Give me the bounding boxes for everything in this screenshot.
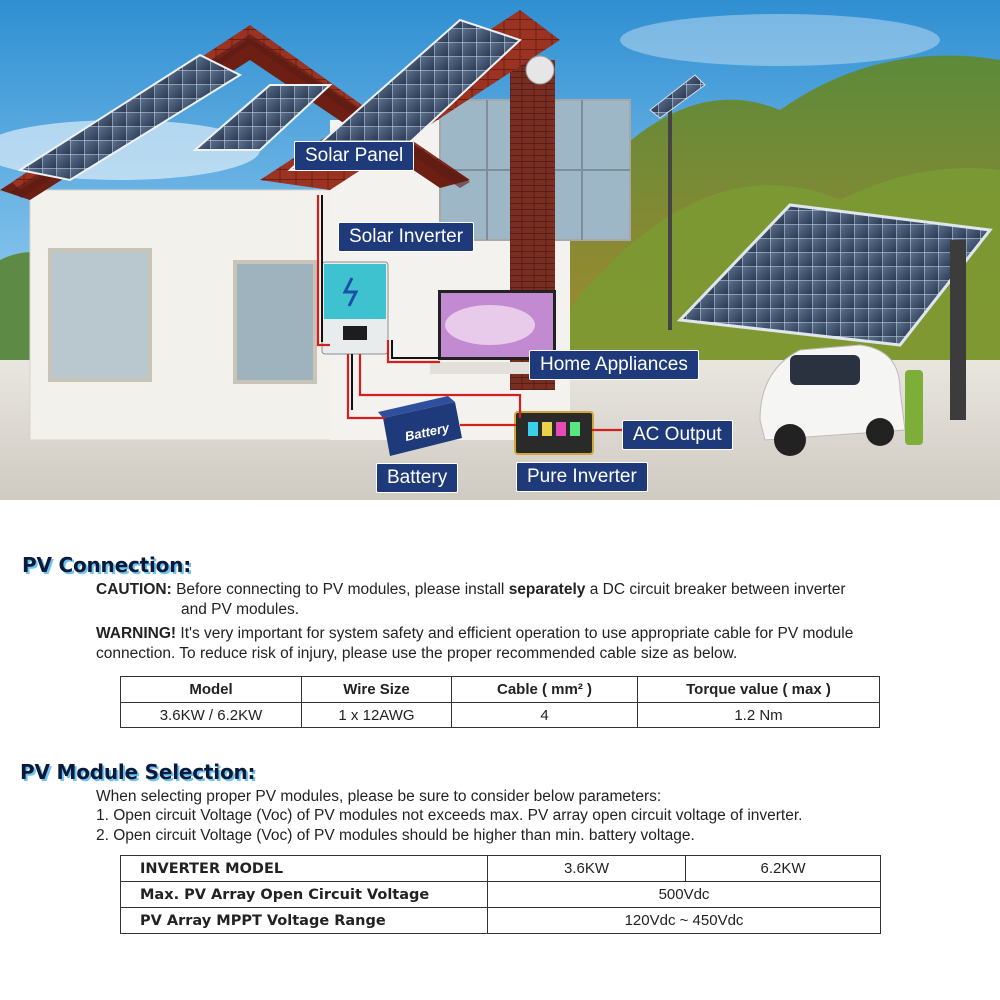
warning-paragraph xyxy=(96,624,936,644)
caution-bold: separately xyxy=(508,581,586,598)
caution-text-2: a DC circuit breaker between inverter xyxy=(589,581,846,598)
pv-module-intro: When selecting proper PV modules, please be sure to consider below parameters: xyxy=(96,788,662,805)
inverter-model-label: INVERTER MODEL xyxy=(121,856,488,882)
pv-cable-table xyxy=(120,676,880,728)
pv-module-item-1: 1. Open circuit Voltage (Voc) of PV modules not exceeds max. PV array open circuit voltage of inverter. xyxy=(96,807,803,824)
table-row xyxy=(121,856,881,882)
table-row xyxy=(121,882,881,908)
callout-battery: Battery xyxy=(376,463,458,493)
battery-case-label: Battery xyxy=(403,420,451,444)
col-header-cable: Cable ( mm² ) xyxy=(452,677,638,703)
warning-continuation: connection. To reduce risk of injury, please use the proper recommended cable size as below. xyxy=(96,645,738,662)
col-header-wire-size: Wire Size xyxy=(302,677,452,703)
table-row xyxy=(121,703,880,728)
mppt-range-label: PV Array MPPT Voltage Range xyxy=(121,908,488,934)
callout-solar-inverter: Solar Inverter xyxy=(338,222,474,252)
mppt-range-value: 120Vdc ~ 450Vdc xyxy=(488,908,881,934)
warning-text-1: It's very important for system safety and efficient operation to use appropriate cable for PV module xyxy=(180,625,854,642)
col-header-model: Model xyxy=(121,677,302,703)
callout-home-appliances: Home Appliances xyxy=(529,350,699,380)
inverter-model-36kw: 3.6KW xyxy=(488,856,686,882)
pv-module-table xyxy=(120,855,881,934)
cell-model: 3.6KW / 6.2KW xyxy=(121,703,302,728)
caution-text-1: Before connecting to PV modules, please install xyxy=(176,581,505,598)
col-header-torque: Torque value ( max ) xyxy=(638,677,880,703)
max-voc-label: Max. PV Array Open Circuit Voltage xyxy=(121,882,488,908)
caution-label: CAUTION: xyxy=(96,581,172,598)
pv-connection-title: PV Connection: xyxy=(22,553,192,577)
max-voc-value: 500Vdc xyxy=(488,882,881,908)
pv-module-title: PV Module Selection: xyxy=(20,760,256,784)
caution-paragraph xyxy=(96,580,936,600)
caution-continuation: and PV modules. xyxy=(181,601,300,618)
callout-ac-output: AC Output xyxy=(622,420,733,450)
table-header-row xyxy=(121,677,880,703)
cell-wire-size: 1 x 12AWG xyxy=(302,703,452,728)
callout-pure-inverter: Pure Inverter xyxy=(516,462,648,492)
cell-torque: 1.2 Nm xyxy=(638,703,880,728)
cell-cable: 4 xyxy=(452,703,638,728)
table-row xyxy=(121,908,881,934)
callout-solar-panel: Solar Panel xyxy=(294,141,414,171)
warning-label: WARNING! xyxy=(96,625,177,642)
pv-module-item-2: 2. Open circuit Voltage (Voc) of PV modules should be higher than min. battery voltage. xyxy=(96,827,695,844)
inverter-model-62kw: 6.2KW xyxy=(686,856,881,882)
